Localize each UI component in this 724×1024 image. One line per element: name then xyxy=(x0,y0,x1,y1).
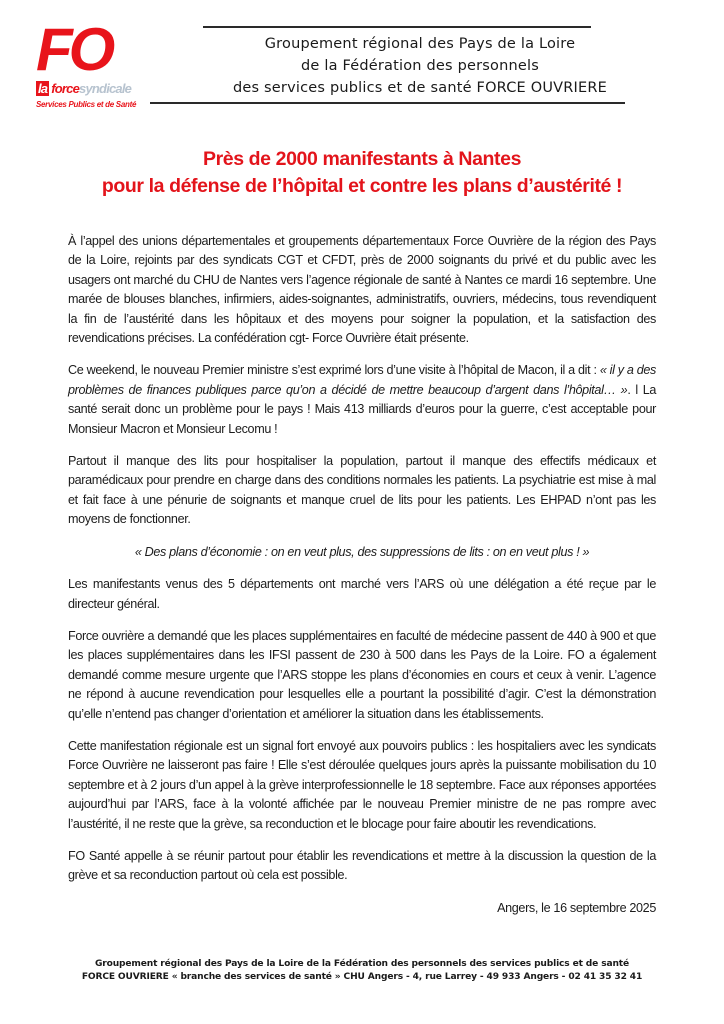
paragraph-2-rest: . l La santé serait donc un problème pour le pays ! Mais 413 milliards d’euros pour la guerre, c’est acceptable pour Monsieur Macron et Monsieur Lecomu ! xyxy=(68,382,657,436)
article-body xyxy=(68,232,656,918)
signature-date: Angers, le 16 septembre 2025 xyxy=(497,900,656,915)
page-header-band xyxy=(0,0,724,120)
paragraph-7: FO Santé appelle à se réunir partout pour établir les revendications et mettre à la discussion la question de la grève et sa reconduction partout où cela est possible. xyxy=(68,848,656,883)
header-line-2: de la Fédération des personnels xyxy=(301,58,539,74)
header-line-3: des services publics et de santé FORCE OUVRIERE xyxy=(232,80,608,96)
page-title xyxy=(60,146,664,200)
slogan-quote: « Des plans d’économie : on en veut plus, des suppressions de lits : on en veut plus ! » xyxy=(134,544,590,559)
logo-fo-text: FO xyxy=(36,22,112,78)
paragraph-1: À l’appel des unions départementales et groupements départementaux Force Ouvrière de la région des Pays de la Loire, rejoints par des syndicats CGT et CFDT, près de 2000 soignants du privé et du public avec les usagers ont marché du CHU de Nantes vers l’agence régionale de santé à Nantes ce mardi 16 septembre. Une marée de blouses blanches, infirmiers, aides-soignantes, administratifs, ouvriers, médecins, tous revendiquent la fin de l’austérité dans les hôpitaux et des moyens pour soigner la population, et la satisfaction des revendications précises. La confédération cgt- Force Ouvrière était présente. xyxy=(68,234,656,346)
paragraph-3: Partout il manque des lits pour hospitaliser la population, partout il manque des effectifs médicaux et paramédicaux pour prendre en charge dans des conditions normales les patients. La psychiatrie est mise à mal et fait face à une pénurie de soignants et manque cruel de lits pour les patients. Les EHPAD n’ont pas les moyens de fonctionner. xyxy=(68,454,656,527)
paragraph-5: Force ouvrière a demandé que les places supplémentaires en faculté de médecine passent de 440 à 900 et que les places supplémentaires dans les IFSI passent de 230 à 500 dans les Pays de la Loire. FO a également demandé comme mesure urgente que l’ARS stoppe les plans d’économies en cours et ceux à venir. L’agence ne répond à aucune revendication pour lesquelles elle a pourtant la possibilité d’agir. C’est la démonstration qu’elle n’entend pas changer d’orientation et améliorer la situation dans les établissements. xyxy=(68,628,656,721)
logo-tag-la: la xyxy=(38,81,48,96)
header-rule-top xyxy=(203,26,591,28)
logo-subtitle: Services Publics et de Santé xyxy=(36,100,137,109)
header-line-1: Groupement régional des Pays de la Loire xyxy=(264,36,576,52)
paragraph-2 xyxy=(68,361,656,439)
footer-address xyxy=(20,958,704,984)
prime-minister-quote: « il y a des problèmes de finances publiques parce qu’on a décidé de mettre beaucoup d’argent dans l’hôpital… » xyxy=(68,363,656,397)
title-line-2: pour la défense de l’hôpital et contre les plans d’austérité ! xyxy=(101,175,623,197)
header-organization-block xyxy=(148,26,692,104)
paragraph-2-intro: Ce weekend, le nouveau Premier ministre s’est exprimé lors d’une visite à l’hôpital de Macon, il a dit : xyxy=(68,363,600,378)
paragraph-6: Cette manifestation régionale est un signal fort envoyé aux pouvoirs publics : les hospitaliers avec les syndicats Force Ouvrière ne laisseront pas faire ! Elle s’est déroulée quelques jours après la puissante mobilisation du 10 septembre et à 2 jours d’un appel à la grève interprofessionnelle le 18 septembre. Face aux réponses apportées aujourd’hui par l’ARS, face à la volonté affichée par le nouveau Premier ministre de ne pas rompre avec l’austérité, il ne reste que la grève, sa reconduction et le blocage pour faire aboutir les revendications. xyxy=(68,738,656,831)
title-line-1: Près de 2000 manifestants à Nantes xyxy=(202,148,522,170)
paragraph-4: Les manifestants venus des 5 départements ont marché vers l’ARS où une délégation a été reçue par le directeur général. xyxy=(68,577,656,611)
footer-line-2: FORCE OUVRIERE « branche des services de santé » CHU Angers - 4, rue Larrey - 49 933 Angers - 02 41 35 32 41 xyxy=(81,972,643,983)
logo-tag-force: force xyxy=(51,81,80,96)
fo-logo xyxy=(36,22,140,114)
header-rule-bottom xyxy=(150,102,625,104)
logo-tagline xyxy=(36,80,140,97)
logo-tag-syndicale: syndicale xyxy=(79,81,132,96)
header-organization xyxy=(148,33,692,99)
footer-line-1: Groupement régional des Pays de la Loire de la Fédération des personnels des services publics et de santé xyxy=(94,959,629,970)
